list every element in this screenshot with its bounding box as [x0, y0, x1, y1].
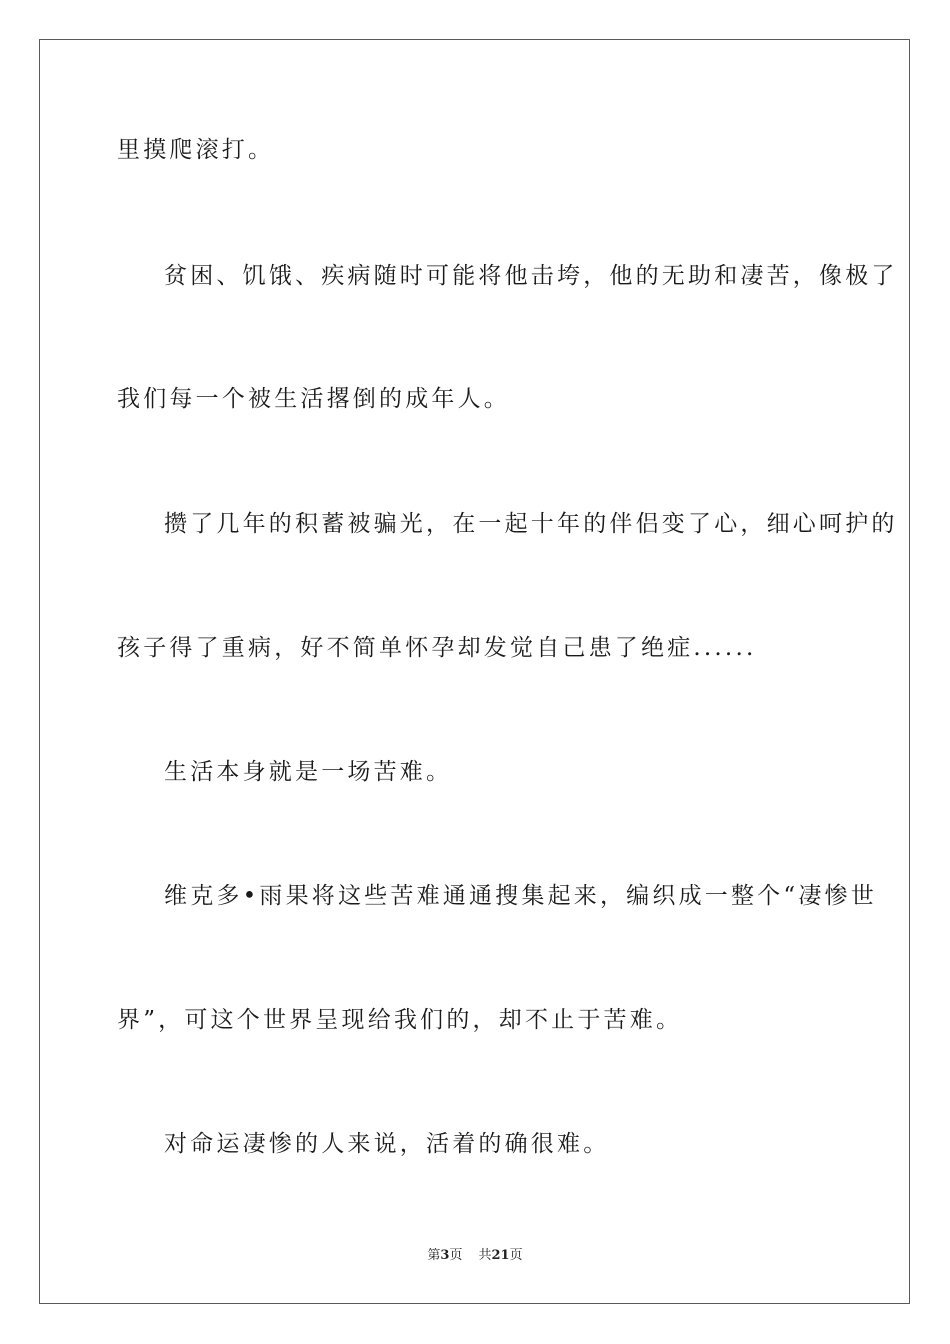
text-line-2: 贫困、饥饿、疾病随时可能将他击垮，他的无助和凄苦，像极了: [164, 263, 898, 289]
text-line-7: 维克多•雨果将这些苦难通通搜集起来，编织成一整个“凄惨世: [164, 883, 877, 909]
page-footer: [0, 1247, 950, 1265]
total-pages: 21: [491, 1248, 510, 1263]
text-line-5: 孩子得了重病，好不简单怀孕却发觉自己患了绝症......: [117, 635, 757, 661]
page-number: 3: [440, 1248, 450, 1263]
text-line-1: 里摸爬滚打。: [117, 137, 275, 163]
total-suffix: 页: [509, 1248, 523, 1263]
text-line-6: 生活本身就是一场苦难。: [164, 759, 453, 785]
page-border: [39, 39, 910, 1304]
total-prefix: 共: [478, 1248, 492, 1263]
text-line-9: 对命运凄惨的人来说，活着的确很难。: [164, 1131, 610, 1157]
text-line-3: 我们每一个被生活撂倒的成年人。: [117, 386, 510, 412]
page-prefix: 第: [427, 1248, 441, 1263]
page-suffix: 页: [449, 1248, 463, 1263]
text-line-4: 攒了几年的积蓄被骗光，在一起十年的伴侣变了心，细心呵护的: [164, 511, 898, 537]
text-line-8: 界”，可这个世界呈现给我们的，却不止于苦难。: [117, 1007, 683, 1033]
